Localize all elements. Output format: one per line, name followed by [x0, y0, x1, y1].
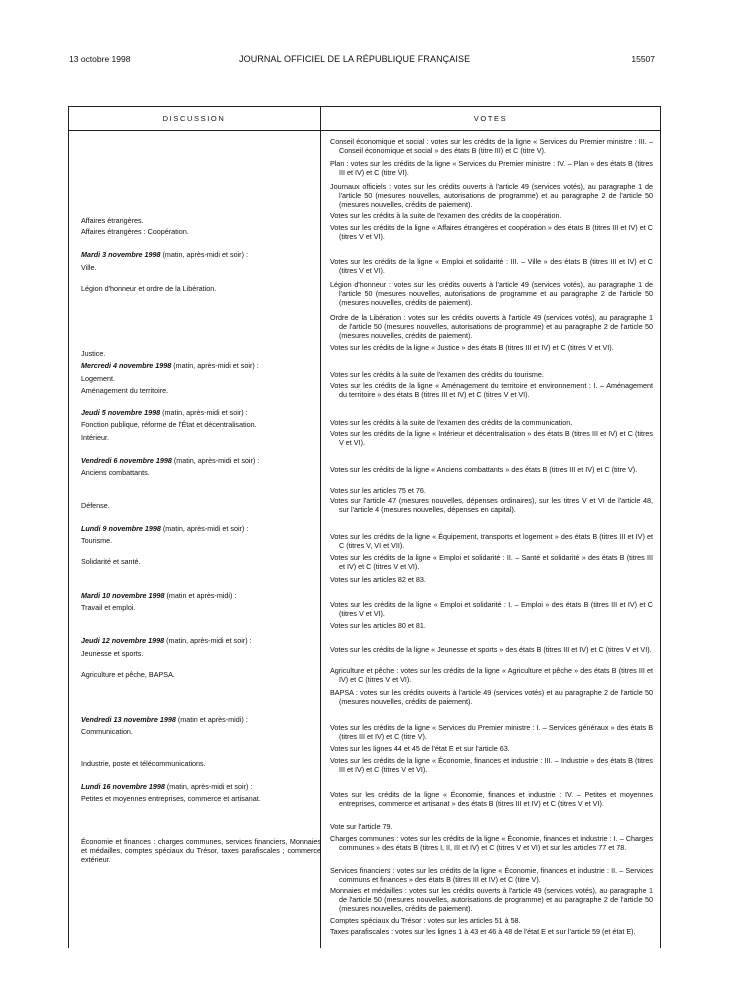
- day-heading: Jeudi 12 novembre 1998 (matin, après-midi et soir) :: [81, 636, 252, 645]
- header-title: JOURNAL OFFICIEL DE LA RÉPUBLIQUE FRANÇAISE: [239, 54, 471, 64]
- day-date: Vendredi 13 novembre 1998: [81, 715, 176, 724]
- discussion-item: Affaires étrangères.: [81, 216, 144, 225]
- discussion-item: Légion d'honneur et ordre de la Libération.: [81, 284, 217, 293]
- header-page-number: 15507: [631, 54, 655, 64]
- discussion-item: Jeunesse et sports.: [81, 649, 144, 658]
- vote-entry: Votes sur les crédits de la ligne « Intérieur et décentralisation » des états B (titres III et IV) et C (titres V et VI).: [330, 429, 653, 447]
- day-date: Mercredi 4 novembre 1998: [81, 361, 172, 370]
- column-header-votes: VOTES: [473, 114, 508, 123]
- day-heading: Mardi 3 novembre 1998 (matin, après-midi et soir) :: [81, 250, 248, 259]
- discussion-item: Solidarité et santé.: [81, 557, 141, 566]
- day-date: Jeudi 12 novembre 1998: [81, 636, 165, 645]
- discussion-item: Industrie, poste et télécommunications.: [81, 759, 206, 768]
- discussion-item: Défense.: [81, 501, 110, 510]
- day-heading: Lundi 9 novembre 1998 (matin, après-midi et soir) :: [81, 524, 249, 533]
- vote-entry: Ordre de la Libération : votes sur les crédits ouverts à l'article 49 (services votés), au paragraphe 1 de l'article 50 (mesures nouvelles, autorisations de programme) et au paragraphe 2 de l'article 50 (mesures nouvelles, crédits de paiement).: [330, 313, 653, 340]
- vote-entry: Votes sur l'article 47 (mesures nouvelles, dépenses ordinaires), sur les titres V et VI de l'article 48, sur l'article 4 (mesures nouvelles, dépenses en capital).: [330, 496, 653, 514]
- vote-entry: Légion d'honneur : votes sur les crédits ouverts à l'article 49 (services votés), au paragraphe 1 de l'article 50 (mesures nouvelles, autorisations de programme et au paragraphe 2 de l'article 50 (mesures nouvelles, crédits de paiement).: [330, 280, 653, 307]
- discussion-item: Agriculture et pêche, BAPSA.: [81, 670, 175, 679]
- vote-entry: Votes sur les articles 75 et 76.: [330, 486, 426, 495]
- table-right-border: [660, 106, 661, 948]
- vote-entry: Comptes spéciaux du Trésor : votes sur les articles 51 à 58.: [330, 916, 521, 925]
- vote-entry: Votes sur les crédits à la suite de l'examen des crédits du tourisme.: [330, 370, 544, 379]
- vote-entry: Plan : votes sur les crédits de la ligne « Services du Premier ministre : IV. – Plan » des états B (titres III et IV) et C (titre VI).: [330, 159, 653, 177]
- vote-entry: Votes sur les crédits de la ligne « Économie, finances et industrie : III. – Industrie » des états B (titres III et IV) et C (titres V et VI).: [330, 756, 653, 774]
- vote-entry: Votes sur les crédits de la ligne « Emploi et solidarité : II. – Santé et solidarité » des états B (titres III et IV) et C (titres V et VI).: [330, 553, 653, 571]
- discussion-item: Travail et emploi.: [81, 603, 136, 612]
- discussion-item: Économie et finances : charges communes, services financiers, Monnaies et médailles, comptes spéciaux du Trésor, taxes parafiscales ; commerce extérieur.: [81, 837, 321, 864]
- vote-entry: Votes sur les crédits de la ligne « Emploi et solidarité : I. – Emploi » des états B (titres III et IV) et C (titres V et VI).: [330, 600, 653, 618]
- table-top-rule: [68, 106, 661, 107]
- discussion-item: Aménagement du territoire.: [81, 386, 169, 395]
- vote-entry: Conseil économique et social : votes sur les crédits de la ligne « Services du Premier ministre : III. – Conseil économique et social » des états B (titre III) et C (titre V).: [330, 137, 653, 155]
- vote-entry: Votes sur les crédits de la ligne « Affaires étrangères et coopération » des états B (titres III et IV) et C (titres V et VI).: [330, 223, 653, 241]
- vote-entry: BAPSA : votes sur les crédits ouverts à l'article 49 (services votés) et au paragraphe 2 de l'article 50 (mesures nouvelles, crédits de paiement).: [330, 688, 653, 706]
- header-date: 13 octobre 1998: [69, 54, 131, 64]
- vote-entry: Votes sur les crédits à la suite de l'examen des crédits de la communication.: [330, 418, 573, 427]
- discussion-item: Justice.: [81, 349, 106, 358]
- vote-entry: Services financiers : votes sur les crédits de la ligne « Économie, finances et industrie : II. – Services communs et finances » des états B (titres III et IV) et C (titre V).: [330, 866, 653, 884]
- vote-entry: Taxes parafiscales : votes sur les lignes 1 à 43 et 46 à 48 de l'état E et sur l'article 59 (et état E).: [330, 927, 636, 936]
- discussion-item: Anciens combattants.: [81, 468, 150, 477]
- discussion-item: Petites et moyennes entreprises, commerce et artisanat.: [81, 794, 261, 803]
- discussion-item: Tourisme.: [81, 536, 113, 545]
- day-heading: Lundi 16 novembre 1998 (matin, après-midi et soir) :: [81, 782, 253, 791]
- vote-entry: Votes sur les crédits de la ligne « Services du Premier ministre : I. – Services généraux » des états B (titres III et IV) et C (titre V).: [330, 723, 653, 741]
- day-heading: Vendredi 13 novembre 1998 (matin et après-midi) :: [81, 715, 248, 724]
- discussion-item: Ville.: [81, 263, 97, 272]
- vote-entry: Votes sur les crédits de la ligne « Équipement, transports et logement » des états B (titres III et IV) et C (titres V, VI et VII).: [330, 532, 653, 550]
- day-heading: Vendredi 6 novembre 1998 (matin, après-midi et soir) :: [81, 456, 260, 465]
- day-date: Mardi 3 novembre 1998: [81, 250, 161, 259]
- vote-entry: Monnaies et médailles : votes sur les crédits ouverts à l'article 49 (services votés), au paragraphe 1 de l'article 50 (mesures nouvelles, autorisations de programme) et au paragraphe 2 de l'article 50 (mesures nouvelles, crédits de paiement).: [330, 886, 653, 913]
- discussion-item: Logement.: [81, 374, 115, 383]
- vote-entry: Votes sur les crédits à la suite de l'examen des crédits de la coopération.: [330, 211, 562, 220]
- vote-entry: Votes sur les crédits de la ligne « Emploi et solidarité : III. – Ville » des états B (titres III et IV) et C (titres V et VI).: [330, 257, 653, 275]
- vote-entry: Votes sur les articles 82 et 83.: [330, 575, 426, 584]
- vote-entry: Charges communes : votes sur les crédits de la ligne « Économie, finances et industrie : I. – Charges communes » des états B (titres I, II, III et IV) et C (titres V et VI) et sur les articles 77 et 78.: [330, 834, 653, 852]
- table-header-rule: [68, 130, 661, 131]
- day-date: Lundi 16 novembre 1998: [81, 782, 165, 791]
- vote-entry: Votes sur les lignes 44 et 45 de l'état E et sur l'article 63.: [330, 744, 510, 753]
- day-date: Vendredi 6 novembre 1998: [81, 456, 172, 465]
- vote-entry: Votes sur les crédits de la ligne « Anciens combattants » des états B (titres III et IV) et C (titre V).: [330, 465, 638, 474]
- vote-entry: Votes sur les crédits de la ligne « Aménagement du territoire et environnement : I. – Aménagement du territoire » des états B (titres III et IV) et C (titres V et VI).: [330, 381, 653, 399]
- vote-entry: Votes sur les articles 80 et 81.: [330, 621, 426, 630]
- discussion-item: Affaires étrangères : Coopération.: [81, 227, 189, 236]
- vote-entry: Votes sur les crédits de la ligne « Justice » des états B (titres III et IV) et C (titres V et VI).: [330, 343, 614, 352]
- day-heading: Mercredi 4 novembre 1998 (matin, après-midi et soir) :: [81, 361, 259, 370]
- discussion-item: Fonction publique, réforme de l'État et décentralisation.: [81, 420, 257, 429]
- discussion-item: Communication.: [81, 727, 133, 736]
- column-header-discussion: DISCUSSION: [162, 114, 226, 123]
- vote-entry: Agriculture et pêche : votes sur les crédits de la ligne « Agriculture et pêche » des états B (titres III et IV) et C (titres V et VI).: [330, 666, 653, 684]
- day-date: Lundi 9 novembre 1998: [81, 524, 161, 533]
- day-date: Mardi 10 novembre 1998: [81, 591, 165, 600]
- discussion-item: Intérieur.: [81, 433, 109, 442]
- day-date: Jeudi 5 novembre 1998: [81, 408, 161, 417]
- vote-entry: Votes sur les crédits de la ligne « Jeunesse et sports » des états B (titres III et IV) et C (titres V et VI).: [330, 645, 652, 654]
- table-left-border: [68, 106, 69, 948]
- vote-entry: Journaux officiels : votes sur les crédits ouverts à l'article 49 (services votés), au paragraphe 1 de l'article 50 (mesures nouvelles, autorisations de programme) et au paragraphe 2 de l'article 50 (mesures nouvelles, crédits de paiement).: [330, 182, 653, 209]
- vote-entry: Votes sur les crédits de la ligne « Économie, finances et industrie : IV. – Petites et moyennes entreprises, commerce et artisanat » des états B (titres III et IV) et C (titres V et VI).: [330, 790, 653, 808]
- day-heading: Jeudi 5 novembre 1998 (matin, après-midi et soir) :: [81, 408, 248, 417]
- day-heading: Mardi 10 novembre 1998 (matin et après-midi) :: [81, 591, 237, 600]
- vote-entry: Vote sur l'article 79.: [330, 822, 393, 831]
